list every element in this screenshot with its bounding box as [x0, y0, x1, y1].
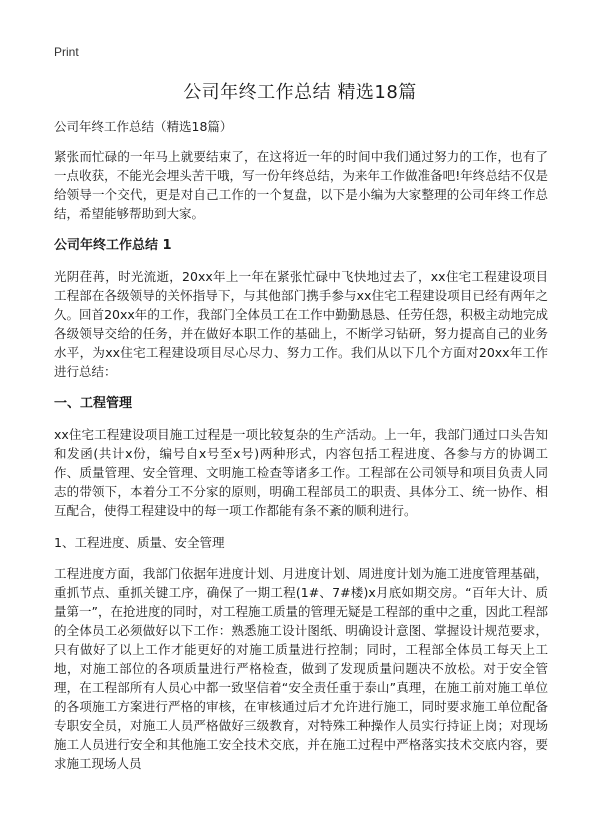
part-heading-engineering-management: 一、工程管理: [54, 396, 133, 411]
engineering-management-paragraph: xx住宅工程建设项目施工过程是一项比较复杂的生产活动。上一年，我部门通过口头告知和发函(共计x份，编号自x号至x号)两种形式，内容包括工程进度、各参与方的协调工作、质量管理、安全管理、文明施工检查等诸多工作。工程部在公司领导和项目负责人同志的带领下，本着分工不分家的原则，明确工程部员工的职责、具体分工、统一协作、相互配合，使得工程建设中的每一项工作都能有条不紊的顺利进行。: [54, 427, 548, 518]
intro-paragraph: 紧张而忙碌的一年马上就要结束了，在这将近一年的时间中我们通过努力的工作，也有了一点收获，不能光会埋头苦干哦，写一份年终总结，为来年工作做准备吧!年终总结不仅是给领导一个交代，更是对自己工作的一个复盘，以下是小编为大家整理的公司年终工作总结，希望能够帮助到大家。: [54, 149, 548, 221]
section-1-paragraph: 光阴荏苒，时光流逝，20xx年上一年在紧张忙碌中飞快地过去了，xx住宅工程建设项目工程部在各级领导的关怀指导下，与其他部门携手参与xx住宅工程建设项目已经有两年之久。回首20xx年的工作，我部门全体员工在工作中勤勤恳恳、任劳任怨，积极主动地完成各级领导交给的任务，并在做好本职工作的基础上，不断学习钻研，努力提高自己的业务水平，为xx住宅工程建设项目尽心尽力、努力工作。我们从以下几个方面对20xx年工作进行总结：: [54, 269, 548, 379]
document-body: [54, 118, 548, 786]
progress-quality-safety-paragraph: 工程进度方面，我部门依据年进度计划、月进度计划、周进度计划为施工进度管理基础，重抓节点、重抓关键工序，确保了一期工程(1#、7#楼)x月底如期交房。“百年大计、质量第一”，在抢进度的同时，对工程施工质量的管理无疑是工程部的重中之重，因此工程部的全体员工必须做好以下工作：熟悉施工设计图纸、明确设计意图、掌握设计规范要求，只有做好了以上工作才能更好的对施工质量进行控制；同时，工程部全体员工每天上工地，对施工部位的各项质量进行严格检查，做到了发现质量问题决不放松。对于安全管理，在工程部所有人员心中都一致坚信着“安全责任重于泰山”真理，在施工前对施工单位的各项施工方案进行严格的审核，在审核通过后才允许进行施工，同时要求施工单位配备专职安全员，对施工人员严格做好三级教育，对特殊工种操作人员实行持证上岗；对现场施工人员进行安全和其他施工安全技术交底，并在施工过程中严格落实技术交底内容，要求施工现场人员: [54, 566, 548, 771]
print-label[interactable]: Print: [54, 45, 79, 59]
document-subtitle: 公司年终工作总结（精选18篇）: [54, 119, 233, 134]
page-title: 公司年终工作总结 精选18篇: [183, 82, 417, 103]
subheading-progress-quality-safety: 1、工程进度、质量、安全管理: [54, 535, 225, 550]
section-heading-1: 公司年终工作总结 1: [54, 238, 172, 253]
